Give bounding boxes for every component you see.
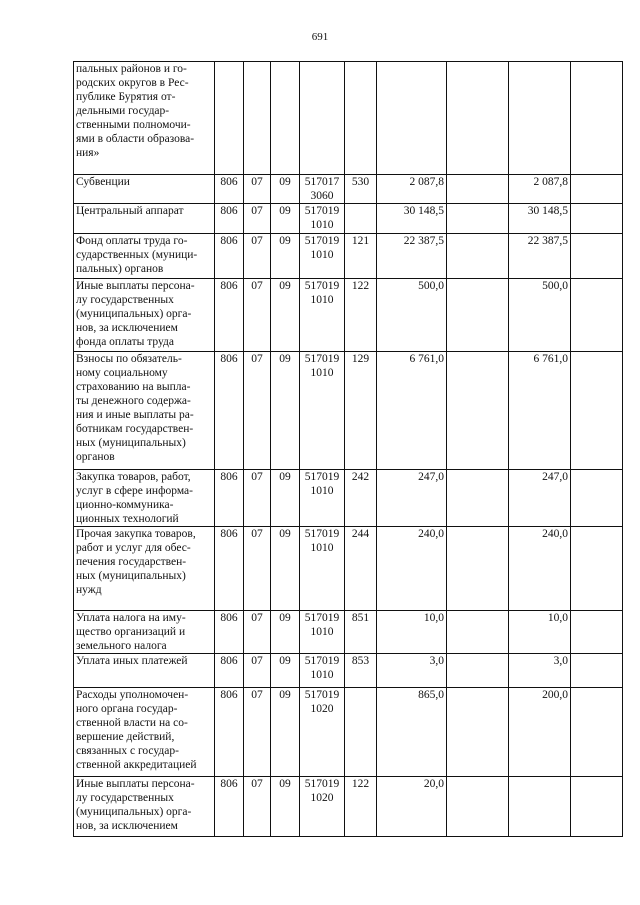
total-amount-cell: 500,0 — [377, 279, 447, 352]
target-code-cell: 517019 1010 — [300, 279, 345, 352]
target-code-cell: 517019 1010 — [300, 352, 345, 470]
total-amount-cell: 22 387,5 — [377, 234, 447, 279]
table-row — [74, 204, 623, 234]
amount-cell: 3,0 — [509, 654, 571, 688]
total-amount-cell: 3,0 — [377, 654, 447, 688]
blank-cell — [447, 527, 509, 611]
name-cell: Центральный аппарат — [74, 204, 215, 234]
target-code-cell: 517019 1010 — [300, 204, 345, 234]
section-code-cell: 07 — [244, 611, 271, 654]
expense-type-cell — [345, 204, 377, 234]
name-cell: пальных районов и го- родских округов в Рес- публике Бурятия от- дельными государ- ственными полномочи- ями в области образова- ния» — [74, 62, 215, 175]
admin-code-cell: 806 — [215, 470, 244, 527]
empty-cell — [571, 234, 623, 279]
expense-type-cell: 530 — [345, 175, 377, 204]
subsection-code-cell — [271, 62, 300, 175]
empty-cell — [571, 777, 623, 837]
subsection-code-cell: 09 — [271, 279, 300, 352]
admin-code-cell: 806 — [215, 352, 244, 470]
admin-code-cell: 806 — [215, 527, 244, 611]
total-amount-cell: 240,0 — [377, 527, 447, 611]
amount-cell: 200,0 — [509, 688, 571, 777]
admin-code-cell: 806 — [215, 777, 244, 837]
expense-type-cell: 122 — [345, 777, 377, 837]
total-amount-cell: 6 761,0 — [377, 352, 447, 470]
section-code-cell — [244, 62, 271, 175]
name-cell: Фонд оплаты труда го- сударственных (муници- пальных) органов — [74, 234, 215, 279]
admin-code-cell: 806 — [215, 279, 244, 352]
table-row — [74, 654, 623, 688]
empty-cell — [571, 654, 623, 688]
blank-cell — [447, 611, 509, 654]
expense-type-cell: 129 — [345, 352, 377, 470]
total-amount-cell — [377, 62, 447, 175]
expense-type-cell: 244 — [345, 527, 377, 611]
empty-cell — [571, 611, 623, 654]
expense-type-cell: 121 — [345, 234, 377, 279]
name-cell: Уплата иных платежей — [74, 654, 215, 688]
blank-cell — [447, 62, 509, 175]
blank-cell — [447, 654, 509, 688]
subsection-code-cell: 09 — [271, 611, 300, 654]
section-code-cell: 07 — [244, 688, 271, 777]
total-amount-cell: 247,0 — [377, 470, 447, 527]
empty-cell — [571, 352, 623, 470]
admin-code-cell: 806 — [215, 654, 244, 688]
blank-cell — [447, 175, 509, 204]
blank-cell — [447, 204, 509, 234]
name-cell: Закупка товаров, работ, услуг в сфере информа- ционно-коммуника- ционных технологий — [74, 470, 215, 527]
target-code-cell: 517017 3060 — [300, 175, 345, 204]
name-cell: Уплата налога на иму- щество организаций и земельного налога — [74, 611, 215, 654]
amount-cell: 10,0 — [509, 611, 571, 654]
total-amount-cell: 865,0 — [377, 688, 447, 777]
blank-cell — [447, 470, 509, 527]
section-code-cell: 07 — [244, 654, 271, 688]
admin-code-cell: 806 — [215, 204, 244, 234]
target-code-cell: 517019 1010 — [300, 470, 345, 527]
target-code-cell: 517019 1010 — [300, 234, 345, 279]
subsection-code-cell: 09 — [271, 527, 300, 611]
amount-cell: 2 087,8 — [509, 175, 571, 204]
empty-cell — [571, 470, 623, 527]
subsection-code-cell: 09 — [271, 470, 300, 527]
expense-type-cell — [345, 62, 377, 175]
section-code-cell: 07 — [244, 175, 271, 204]
amount-cell: 30 148,5 — [509, 204, 571, 234]
admin-code-cell: 806 — [215, 175, 244, 204]
name-cell: Субвенции — [74, 175, 215, 204]
table-row — [74, 279, 623, 352]
empty-cell — [571, 62, 623, 175]
target-code-cell: 517019 1020 — [300, 777, 345, 837]
table-row — [74, 352, 623, 470]
total-amount-cell: 10,0 — [377, 611, 447, 654]
subsection-code-cell: 09 — [271, 204, 300, 234]
name-cell: Прочая закупка товаров, работ и услуг для обес- печения государствен- ных (муниципальных) нужд — [74, 527, 215, 611]
total-amount-cell: 2 087,8 — [377, 175, 447, 204]
expense-type-cell: 853 — [345, 654, 377, 688]
admin-code-cell: 806 — [215, 234, 244, 279]
total-amount-cell: 30 148,5 — [377, 204, 447, 234]
blank-cell — [447, 279, 509, 352]
table-row — [74, 175, 623, 204]
subsection-code-cell: 09 — [271, 654, 300, 688]
empty-cell — [571, 527, 623, 611]
amount-cell: 240,0 — [509, 527, 571, 611]
empty-cell — [571, 204, 623, 234]
amount-cell: 247,0 — [509, 470, 571, 527]
blank-cell — [447, 777, 509, 837]
expense-type-cell: 851 — [345, 611, 377, 654]
table-row — [74, 62, 623, 175]
subsection-code-cell: 09 — [271, 777, 300, 837]
admin-code-cell — [215, 62, 244, 175]
table-body — [74, 62, 623, 837]
empty-cell — [571, 175, 623, 204]
blank-cell — [447, 688, 509, 777]
name-cell: Иные выплаты персона- лу государственных (муниципальных) орга- нов, за исключением фонда оплаты труда — [74, 279, 215, 352]
target-code-cell — [300, 62, 345, 175]
name-cell: Расходы уполномочен- ного органа государ- ственной власти на со- вершение действий, связанных с государ- ственной аккредитацией — [74, 688, 215, 777]
table-row — [74, 611, 623, 654]
blank-cell — [447, 234, 509, 279]
target-code-cell: 517019 1010 — [300, 654, 345, 688]
expense-type-cell — [345, 688, 377, 777]
empty-cell — [571, 279, 623, 352]
budget-table — [73, 61, 623, 837]
section-code-cell: 07 — [244, 527, 271, 611]
expense-type-cell: 242 — [345, 470, 377, 527]
table-row — [74, 234, 623, 279]
subsection-code-cell: 09 — [271, 352, 300, 470]
page-number: 691 — [311, 31, 329, 43]
amount-cell — [509, 777, 571, 837]
section-code-cell: 07 — [244, 204, 271, 234]
section-code-cell: 07 — [244, 234, 271, 279]
subsection-code-cell: 09 — [271, 234, 300, 279]
table-row — [74, 470, 623, 527]
target-code-cell: 517019 1020 — [300, 688, 345, 777]
section-code-cell: 07 — [244, 279, 271, 352]
admin-code-cell: 806 — [215, 611, 244, 654]
name-cell: Взносы по обязатель- ному социальному страхованию на выпла- ты денежного содержа- ния и иные выплаты ра- ботникам государствен- ных (муниципальных) органов — [74, 352, 215, 470]
amount-cell: 22 387,5 — [509, 234, 571, 279]
admin-code-cell: 806 — [215, 688, 244, 777]
target-code-cell: 517019 1010 — [300, 527, 345, 611]
subsection-code-cell: 09 — [271, 175, 300, 204]
table-row — [74, 688, 623, 777]
expense-type-cell: 122 — [345, 279, 377, 352]
total-amount-cell: 20,0 — [377, 777, 447, 837]
empty-cell — [571, 688, 623, 777]
blank-cell — [447, 352, 509, 470]
section-code-cell: 07 — [244, 470, 271, 527]
table-row — [74, 777, 623, 837]
amount-cell: 500,0 — [509, 279, 571, 352]
section-code-cell: 07 — [244, 352, 271, 470]
name-cell: Иные выплаты персона- лу государственных (муниципальных) орга- нов, за исключением — [74, 777, 215, 837]
target-code-cell: 517019 1010 — [300, 611, 345, 654]
amount-cell: 6 761,0 — [509, 352, 571, 470]
table-row — [74, 527, 623, 611]
subsection-code-cell: 09 — [271, 688, 300, 777]
section-code-cell: 07 — [244, 777, 271, 837]
amount-cell — [509, 62, 571, 175]
